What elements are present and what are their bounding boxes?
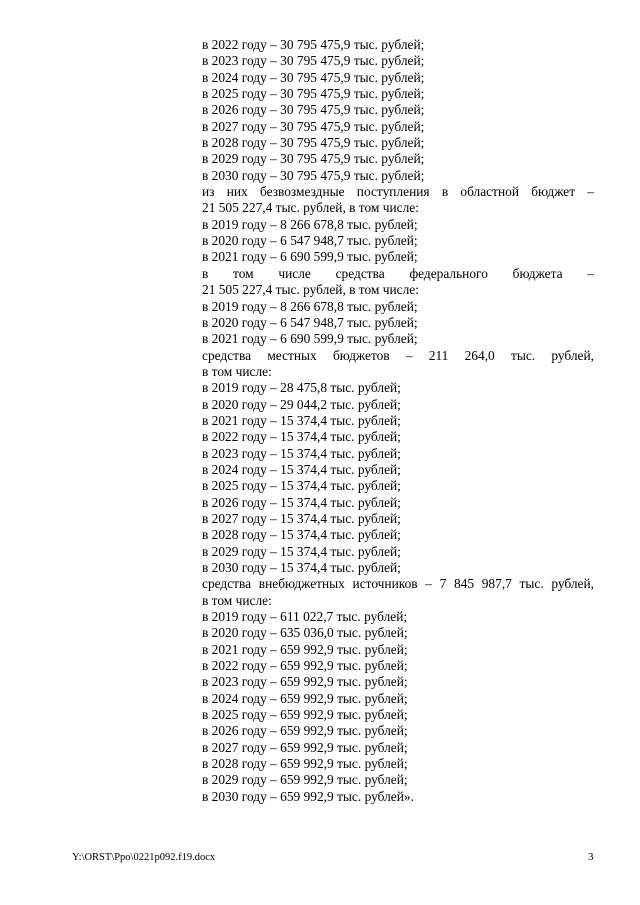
text-line: в 2019 году – 28 475,8 тыс. рублей; — [202, 380, 401, 396]
text-line: в 2025 году – 659 992,9 тыс. рублей; — [202, 707, 408, 723]
text-line: в 2024 году – 15 374,4 тыс. рублей; — [202, 461, 401, 477]
document-body — [202, 37, 594, 805]
text-line: в 2019 году – 8 266 678,8 тыс. рублей; — [202, 298, 418, 314]
text-line: в 2023 году – 659 992,9 тыс. рублей; — [202, 674, 408, 690]
text-line: в 2027 году – 30 795 475,9 тыс. рублей; — [202, 118, 425, 134]
text-line: в 2029 году – 30 795 475,9 тыс. рублей; — [202, 151, 425, 167]
text-line: в 2024 году – 30 795 475,9 тыс. рублей; — [202, 69, 425, 85]
text-line: в 2026 году – 30 795 475,9 тыс. рублей; — [202, 102, 425, 118]
text-line: в 2020 году – 635 036,0 тыс. рублей; — [202, 625, 408, 641]
text-line: в 2021 году – 15 374,4 тыс. рублей; — [202, 412, 401, 428]
text-line: из них безвозмездные поступления в областной бюджет – — [202, 184, 594, 200]
text-line: средства местных бюджетов – 211 264,0 тыс. рублей, — [202, 347, 594, 363]
text-line: в том числе средства федерального бюджета – — [202, 265, 594, 281]
text-line: в 2029 году – 15 374,4 тыс. рублей; — [202, 543, 401, 559]
text-line: в 2021 году – 659 992,9 тыс. рублей; — [202, 641, 408, 657]
text-line: в том числе: — [202, 592, 272, 608]
text-line: в 2022 году – 30 795 475,9 тыс. рублей; — [202, 37, 425, 52]
page-number: 3 — [588, 851, 594, 863]
text-line: в 2028 году – 30 795 475,9 тыс. рублей; — [202, 135, 425, 151]
text-line: в 2020 году – 29 044,2 тыс. рублей; — [202, 396, 401, 412]
text-line: в 2026 году – 15 374,4 тыс. рублей; — [202, 494, 401, 510]
text-line: 21 505 227,4 тыс. рублей, в том числе: — [202, 200, 419, 216]
text-line: в 2025 году – 15 374,4 тыс. рублей; — [202, 478, 401, 494]
text-line: в 2030 году – 659 992,9 тыс. рублей». — [202, 788, 414, 804]
text-line: в 2027 году – 15 374,4 тыс. рублей; — [202, 510, 401, 526]
text-line: в 2023 году – 15 374,4 тыс. рублей; — [202, 445, 401, 461]
text-line: в 2028 году – 659 992,9 тыс. рублей; — [202, 756, 408, 772]
text-line: в 2030 году – 15 374,4 тыс. рублей; — [202, 560, 401, 575]
text-line: в 2022 году – 659 992,9 тыс. рублей; — [202, 658, 408, 674]
text-line: в 2027 году – 659 992,9 тыс. рублей; — [202, 739, 408, 755]
text-line: в 2029 году – 659 992,9 тыс. рублей; — [202, 772, 408, 788]
text-line: в 2022 году – 15 374,4 тыс. рублей; — [202, 429, 401, 445]
text-line: в 2028 году – 15 374,4 тыс. рублей; — [202, 527, 401, 543]
text-line: в 2019 году – 8 266 678,8 тыс. рублей; — [202, 216, 418, 232]
text-line: в 2020 году – 6 547 948,7 тыс. рублей; — [202, 233, 418, 249]
text-line: в 2030 году – 30 795 475,9 тыс. рублей; — [202, 167, 425, 183]
text-line: в 2026 году – 659 992,9 тыс. рублей; — [202, 723, 408, 739]
text-line: в 2020 году – 6 547 948,7 тыс. рублей; — [202, 314, 418, 330]
text-line: 21 505 227,4 тыс. рублей, в том числе: — [202, 282, 419, 298]
text-line: в 2023 году – 30 795 475,9 тыс. рублей; — [202, 53, 425, 69]
footer-file-path: Y:\ORST\Ppo\0221p092.f19.docx — [72, 852, 216, 863]
text-line: в 2019 году – 611 022,7 тыс. рублей; — [202, 609, 408, 625]
text-line: средства внебюджетных источников – 7 845 987,7 тыс. рублей, — [202, 576, 594, 592]
text-line: в 2025 году – 30 795 475,9 тыс. рублей; — [202, 86, 425, 102]
text-line: в 2024 году – 659 992,9 тыс. рублей; — [202, 690, 408, 706]
text-line: в 2021 году – 6 690 599,9 тыс. рублей; — [202, 331, 418, 347]
text-line: в 2021 году – 6 690 599,9 тыс. рублей; — [202, 249, 418, 265]
text-line: в том числе: — [202, 363, 272, 379]
